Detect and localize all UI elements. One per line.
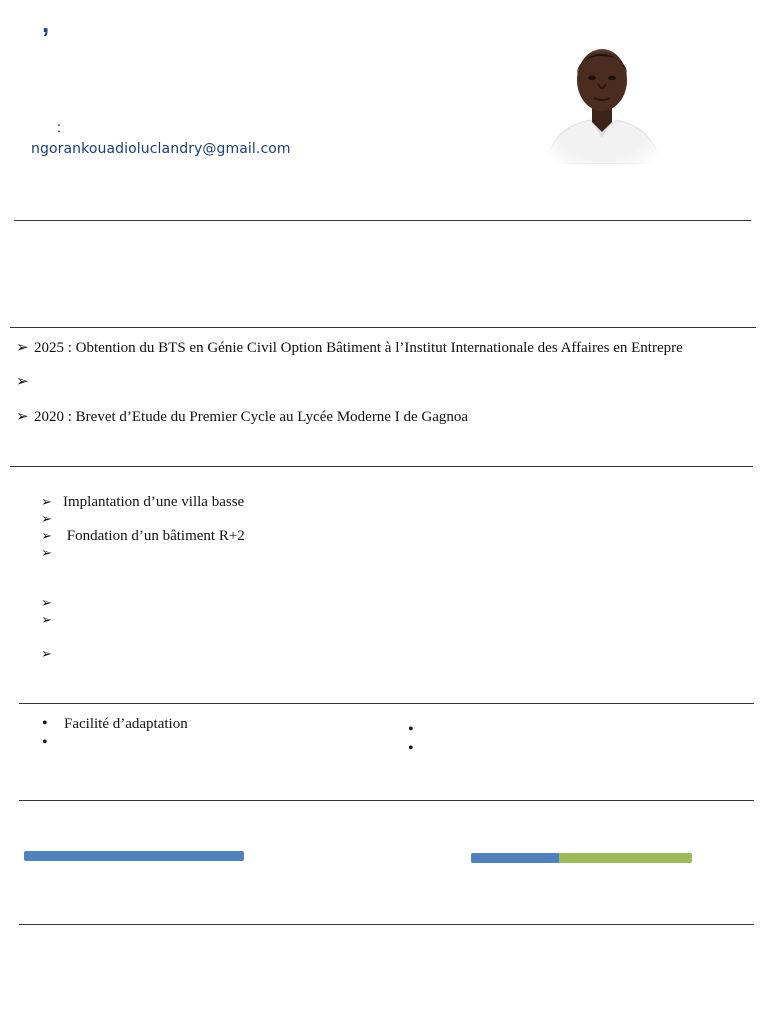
education-text: 2025 : Obtention du BTS en Génie Civil Option Bâtiment à l’Institut Internationale des Affaires en Entrepre — [34, 340, 683, 356]
bullet-icon: • — [408, 740, 414, 757]
arrow-bullet-icon: ➢ — [41, 612, 52, 627]
section-divider — [10, 327, 756, 328]
arrow-bullet-icon: ➢ — [41, 511, 52, 526]
profile-photo — [540, 36, 666, 164]
skill-item — [41, 595, 63, 612]
name-fragment: , — [42, 8, 50, 38]
arrow-bullet-icon: ➢ — [16, 374, 29, 390]
quality-item — [42, 734, 64, 752]
section-divider — [19, 703, 754, 704]
education-item — [16, 338, 683, 357]
section-divider — [10, 466, 753, 467]
education-item — [16, 407, 468, 426]
bullet-icon: • — [408, 721, 414, 738]
arrow-bullet-icon: ➢ — [41, 646, 52, 661]
skill-text: Fondation d’un bâtiment R+2 — [63, 528, 245, 544]
skill-item — [41, 545, 63, 562]
skill-item — [41, 528, 245, 545]
arrow-bullet-icon: ➢ — [41, 528, 52, 543]
quality-text: Facilité d’adaptation — [64, 716, 188, 732]
language-level-fill — [471, 853, 559, 863]
quality-item — [408, 721, 430, 739]
skill-item — [41, 494, 244, 511]
skill-text: Implantation d’une villa basse — [63, 494, 245, 510]
language-level-bar — [471, 853, 692, 863]
section-divider — [19, 924, 754, 925]
education-text: 2020 : Brevet d’Etude du Premier Cycle au Lycée Moderne I de Gagnoa — [34, 409, 469, 425]
arrow-bullet-icon: ➢ — [41, 545, 52, 560]
arrow-bullet-icon: ➢ — [16, 340, 29, 356]
bullet-icon: • — [42, 734, 48, 751]
arrow-bullet-icon: ➢ — [41, 595, 52, 610]
section-divider — [19, 800, 754, 801]
quality-item — [42, 715, 188, 733]
email-address[interactable]: ngorankouadioluclandry@gmail.com — [31, 141, 291, 157]
section-divider — [14, 220, 751, 221]
skill-item — [41, 612, 63, 629]
arrow-bullet-icon: ➢ — [41, 494, 52, 509]
contact-label-colon: : — [57, 119, 61, 135]
skill-item — [41, 511, 63, 528]
language-level-bar — [24, 851, 244, 861]
quality-item — [408, 740, 430, 758]
arrow-bullet-icon: ➢ — [16, 409, 29, 425]
bullet-icon: • — [42, 715, 48, 732]
skill-item — [41, 646, 63, 663]
education-item — [16, 372, 34, 391]
language-level-fill — [24, 851, 244, 861]
